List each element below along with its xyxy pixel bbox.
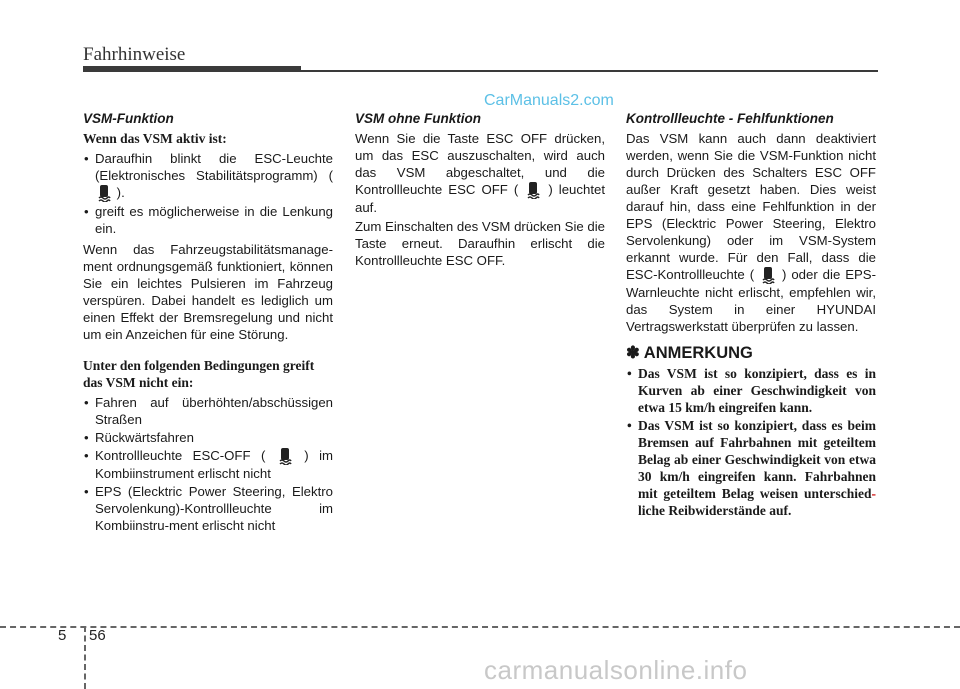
esc-warning-icon xyxy=(761,267,775,284)
esc-warning-icon xyxy=(97,185,111,202)
column-vsm-funktion xyxy=(83,110,333,538)
hyphen-mark: - xyxy=(871,486,876,502)
list-item: • Daraufhin blinkt die ESC-Leuchte (Elektronisches Stabilitätsprogramm) ( ). xyxy=(83,150,333,202)
watermark-top: CarManuals2.com xyxy=(484,92,614,109)
section-heading: VSM-Funktion xyxy=(83,111,174,126)
watermark-bottom: carmanualsonline.info xyxy=(484,655,748,685)
list-item: • Kontrollleuchte ESC-OFF ( ) im Kombiinstrument erlischt nicht xyxy=(83,447,333,482)
page-header-title: Fahrhinweise xyxy=(83,44,186,65)
column-kontrollleuchte xyxy=(626,110,876,523)
bullet-list xyxy=(83,150,333,237)
list-item: • greift es möglicherweise in die Lenkung ein. xyxy=(83,203,333,237)
header-bar xyxy=(83,66,301,72)
section-number: 5 xyxy=(58,627,67,644)
paragraph: Das VSM kann auch dann deaktiviert werden, wenn Sie die VSM-Funktion nicht durch Drücken des Schalters ESC OFF außer Kraft gesetzt haben. Dies weist darauf hin, dass eine Fehlfunktion in der EPS (Elecktric Power Steering, Elektro Servolenkung) oder im VSM-System erkannt wurde. Für den Fall, dass die ESC-Kontrollleuchte ( ) oder die EPS-Warnleuchte nicht erlischt, empfehlen wir, das System in einer HYUNDAI Vertragswerkstatt überprüfen zu lassen. xyxy=(626,131,876,335)
header-rule xyxy=(301,70,878,72)
note-heading: ✽ ANMERKUNG xyxy=(626,344,753,363)
bullet-list xyxy=(83,394,333,534)
note-list xyxy=(626,365,876,519)
subheading: Unter den folgenden Bedingungen greift das VSM nicht ein: xyxy=(83,358,315,391)
list-item: • Fahren auf überhöhten/abschüssigen Straßen xyxy=(83,394,333,428)
section-heading: Kontrollleuchte - Fehlfunktionen xyxy=(626,111,834,126)
section-heading: VSM ohne Funktion xyxy=(355,111,481,126)
list-item: • Das VSM ist so konzipiert, dass es in Kurven ab einer Geschwindigkeit von etwa 15 km/h eingreifen kann. xyxy=(626,365,876,416)
paragraph: Wenn Sie die Taste ESC OFF drücken, um das ESC auszuschalten, wird auch das VSM abgeschaltet, und die Kontrollleuchte ESC OFF ( ) leuchtet auf. xyxy=(355,131,605,216)
list-item: • Rückwärtsfahren xyxy=(83,429,333,446)
footer-divider xyxy=(84,626,86,689)
list-item: • EPS (Elecktric Power Steering, Elektro Servolenkung)-Kontrollleuchte im Kombiinstru-ment erlischt nicht xyxy=(83,483,333,534)
footer-rule xyxy=(0,626,960,628)
column-vsm-ohne-funktion xyxy=(355,110,605,271)
subheading: Wenn das VSM aktiv ist: xyxy=(83,131,227,146)
list-item: • Das VSM ist so konzipiert, dass es beim Bremsen auf Fahrbahnen mit geteiltem Belag ab einer Geschwindigkeit von etwa 30 km/h eingreifen kann. Fahrbahnen mit geteiltem Belag weisen unterschied- liche Reibwiderstände auf. xyxy=(626,417,876,519)
page-number: 56 xyxy=(89,627,106,644)
paragraph: Wenn das Fahrzeugstabilitätsmanage-ment ordnungsgemäß funktioniert, können Sie ein leichtes Pulsieren im Fahrzeug verspüren. Dabei handelt es lediglich um einen Effekt der Bremsregelung und nicht um ein Anzeichen für eine Störung. xyxy=(83,242,333,343)
esc-off-icon xyxy=(526,182,540,199)
paragraph: Zum Einschalten des VSM drücken Sie die Taste erneut. Daraufhin erlischt die Kontrollleuchte ESC OFF. xyxy=(355,219,605,269)
esc-off-icon xyxy=(278,448,292,465)
